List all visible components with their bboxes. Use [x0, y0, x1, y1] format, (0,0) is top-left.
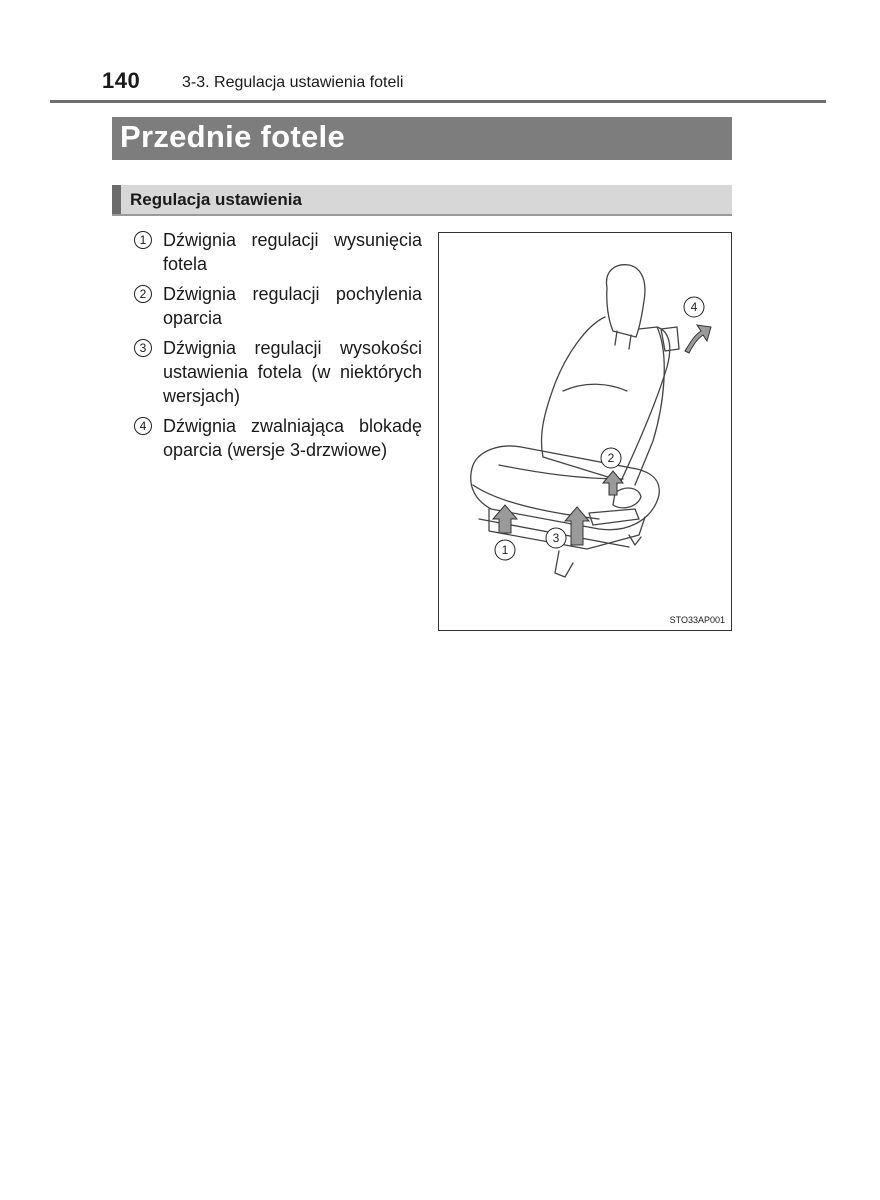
arrow-recline	[603, 471, 623, 495]
list-item	[134, 414, 422, 462]
subsection-title: Regulacja ustawienia	[130, 190, 302, 209]
callout-3: 3	[552, 531, 560, 545]
seat-figure	[438, 232, 732, 631]
item-list	[134, 228, 422, 468]
subsection-accent	[112, 185, 121, 214]
figure-code: STO33AP001	[669, 615, 725, 625]
seatback-seam	[563, 384, 627, 391]
item-number: 4	[134, 417, 152, 435]
item-text: Dźwignia zwalniająca blokadę oparcia (wersje 3-drzwiowe)	[163, 416, 422, 460]
page-number: 140	[102, 68, 141, 93]
item-text: Dźwignia regulacji wysunięcia fotela	[163, 230, 422, 274]
list-item	[134, 336, 422, 408]
arrow-release	[685, 325, 711, 353]
height-lever	[589, 509, 639, 525]
callout-2: 2	[607, 451, 615, 465]
item-number: 3	[134, 339, 152, 357]
seat-foot-front	[555, 551, 573, 577]
item-text: Dźwignia regulacji pochylenia oparcia	[163, 284, 422, 328]
seatback-side	[635, 327, 664, 485]
item-number: 2	[134, 285, 152, 303]
callout-1: 1	[501, 543, 509, 557]
item-text: Dźwignia regulacji wysokości ustawienia fotela (w niektórych wersjach)	[163, 338, 422, 406]
headrest-outline	[607, 265, 645, 337]
callout-4: 4	[690, 300, 698, 314]
subsection-bar	[112, 185, 732, 216]
arrow-slide	[493, 505, 517, 533]
list-item	[134, 282, 422, 330]
seat-illustration	[439, 233, 731, 630]
page-header	[50, 68, 826, 102]
cushion-seam	[499, 465, 623, 479]
list-item	[134, 228, 422, 276]
section-path: 3-3. Regulacja ustawienia foteli	[182, 74, 404, 91]
header-rule	[50, 100, 826, 103]
item-number: 1	[134, 231, 152, 249]
page-title: Przednie fotele	[120, 119, 345, 154]
title-bar	[112, 117, 732, 160]
